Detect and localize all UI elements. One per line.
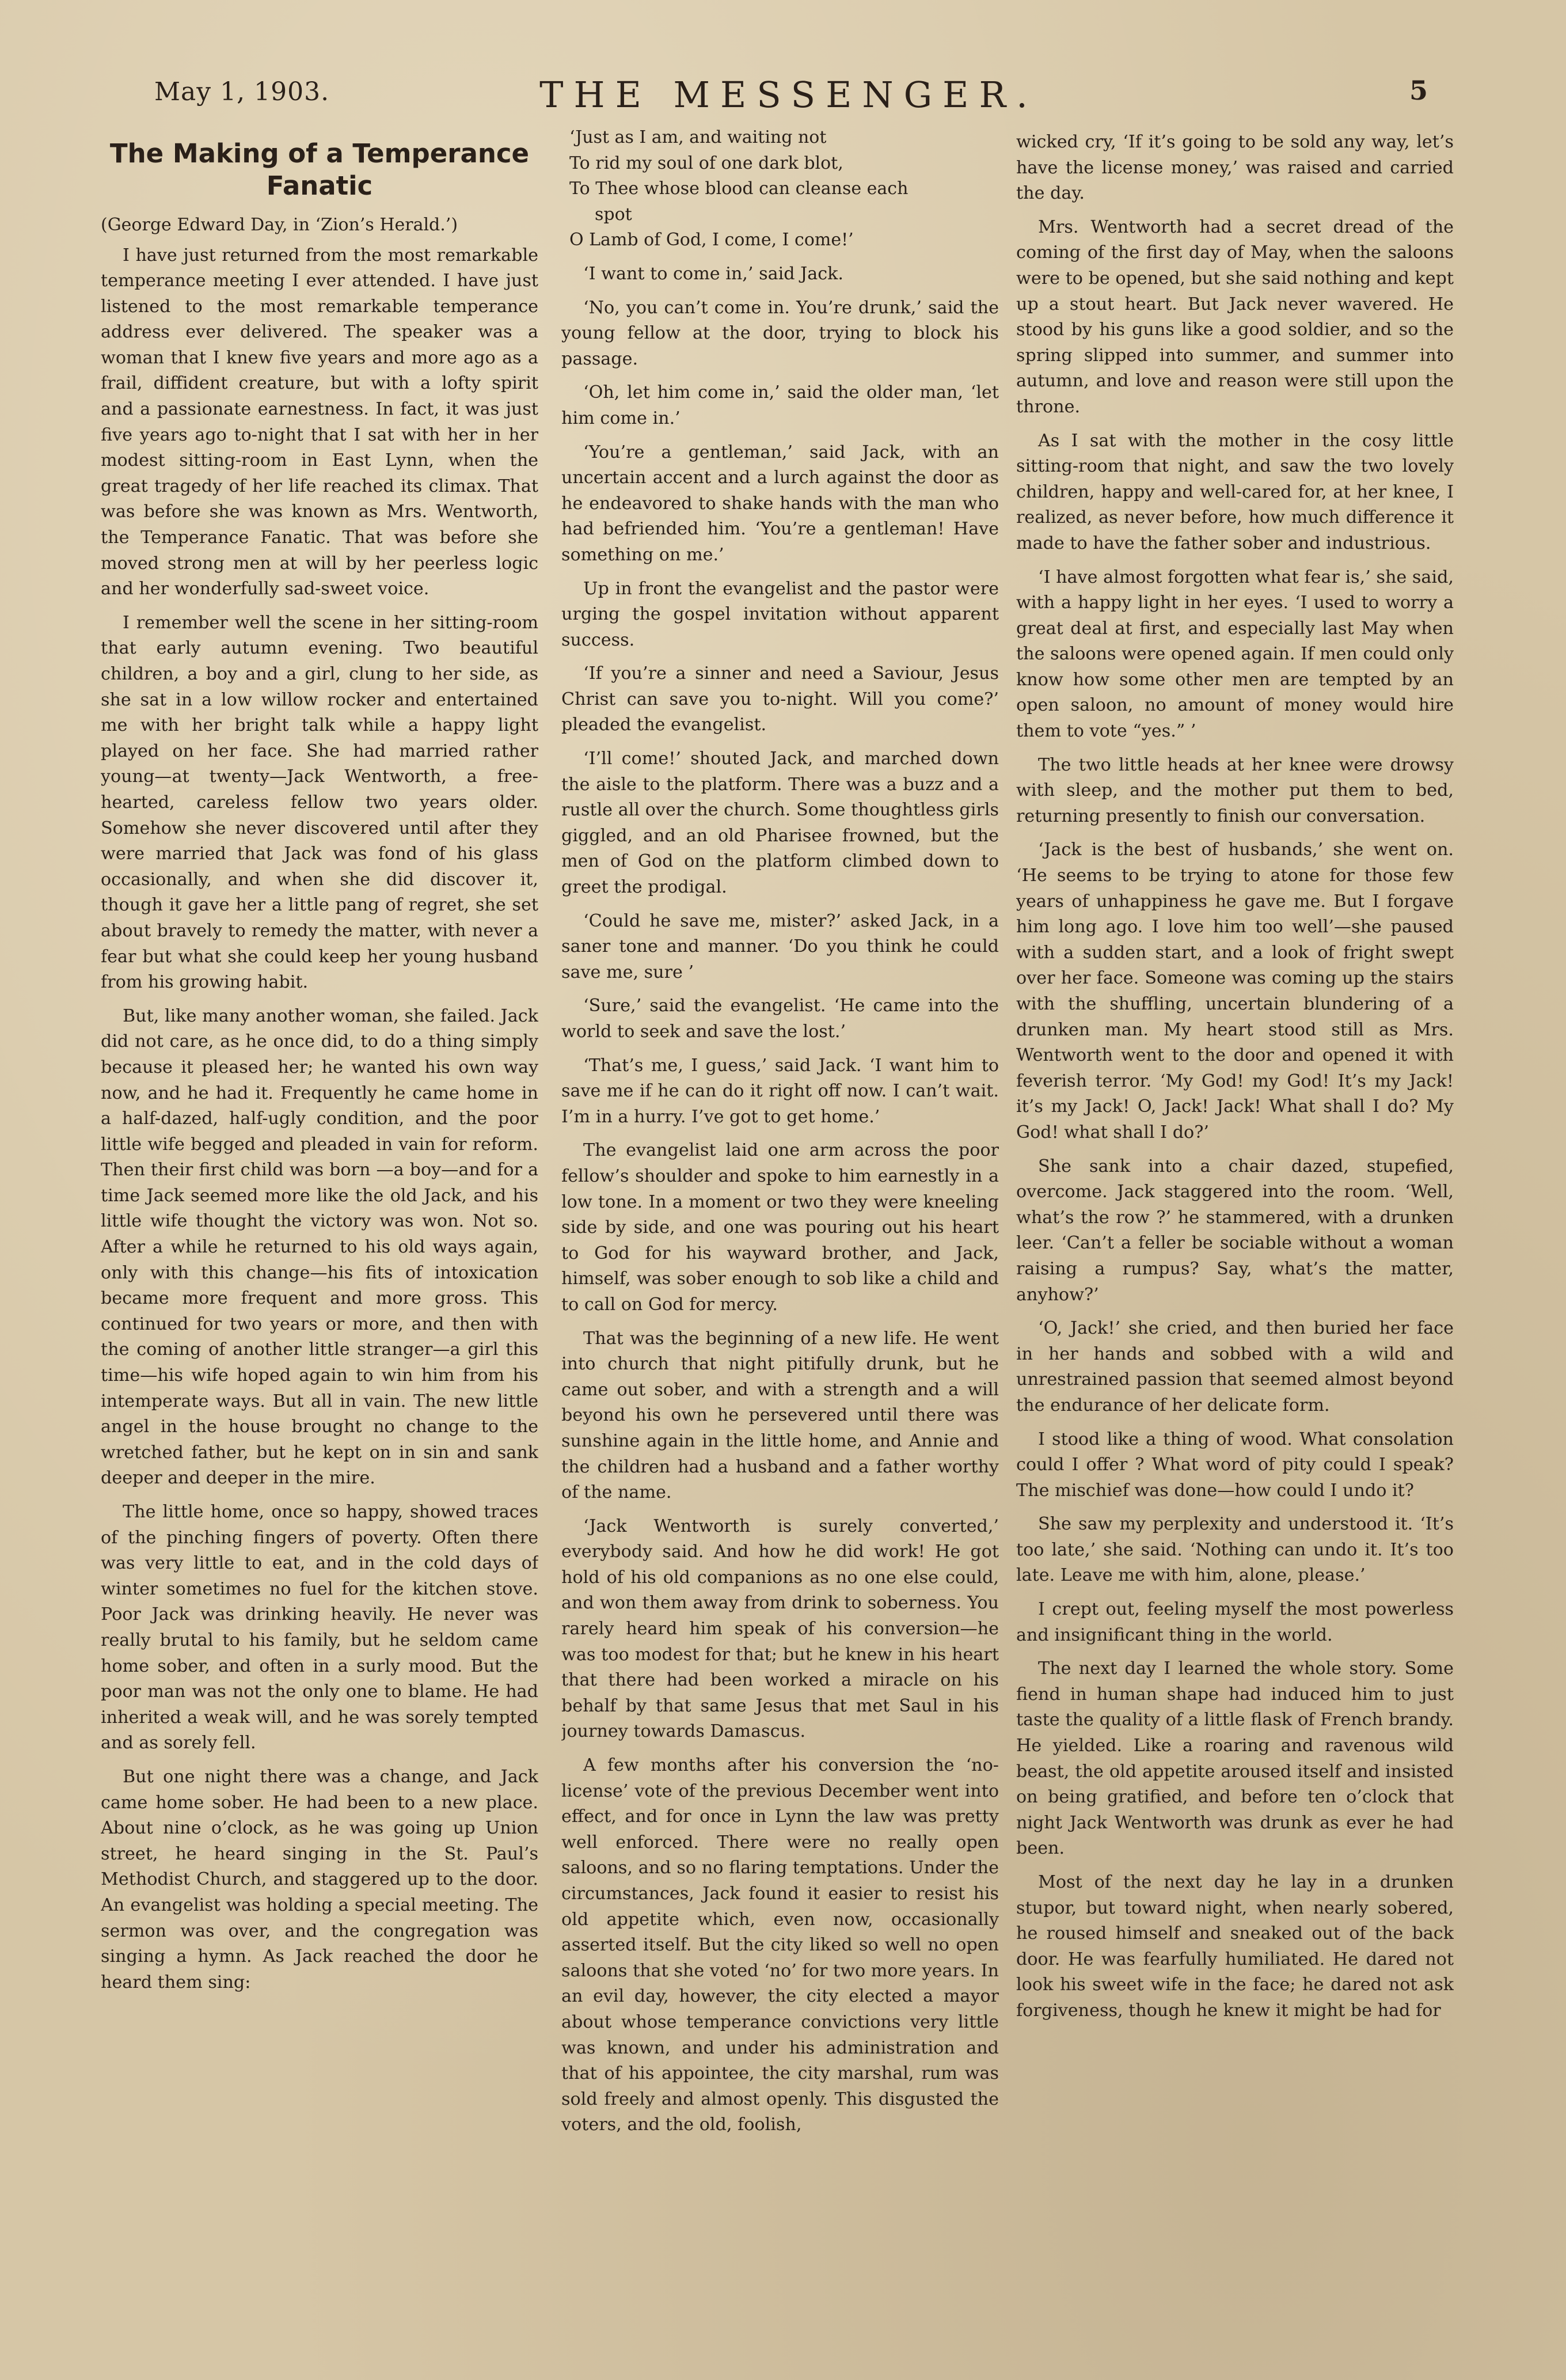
hymn-line: To Thee whose blood can cleanse each <box>569 179 909 199</box>
article-title: The Making of a Temperance Fanatic <box>109 138 530 201</box>
paragraph: She sank into a chair dazed, stupefied, overcome. Jack staggered into the room. ‘Well, what’s the row ?’ he stammered, with a drunken leer. ‘Can’t a feller be sociable without a woman raising a rumpus? Say, what’s the matter, anyhow?’ <box>1016 1156 1454 1305</box>
paragraph: The evangelist laid one arm across the poor fellow’s shoulder and spoke to him earnestly in a low tone. In a moment or two they were kneeling side by side, and one was pouring out his heart to God for his wayward brother, and Jack, himself, was sober enough to sob like a child and to call on God for mercy. <box>561 1140 999 1315</box>
paragraph: ‘I want to come in,’ said Jack. <box>583 263 844 284</box>
paragraph: ‘Jack is the best of husbands,’ she went on. ‘He seems to be trying to atone for those few years of unhappiness he gave me. But I forgave him long ago. I love him too well’—she paused with a sudden start, and a look of fright swept over her face. Someone was coming up the stairs with the shuffling, uncertain blundering of a drunken man. My heart stood still as Mrs. Wentworth went to the door and opened it with feverish terror. ‘My God! my God! It’s my Jack! it’s my Jack! O, Jack! Jack! What shall I do? My God! what shall I do?’ <box>1016 840 1454 1142</box>
paragraph: Up in front the evangelist and the pastor were urging the gospel invitation without apparent success. <box>561 578 999 650</box>
paragraph: ‘O, Jack!’ she cried, and then buried her face in her hands and sobbed with a wild and unrestrained passion that seemed almost beyond the endurance of her delicate form. <box>1016 1318 1454 1415</box>
paragraph: ‘Jack Wentworth is surely converted,’ everybody said. And how he did work! He got hold of his old companions as no one else could, and won them away from drink to soberness. You rarely heard him speak of his conversion—he was too modest for that; but he knew in his heart that there had been worked a miracle on his behalf by that same Jesus that met Saul in his journey towards Damascus. <box>561 1516 999 1742</box>
paragraph: That was the beginning of a new life. He went into church that night pitifully drunk, but he came out sober, and with a strength and a will beyond his own he persevered until there was sunshine again in the little home, and Annie and the children had a husband and a father worthy of the name. <box>561 1328 999 1503</box>
paragraph: The two little heads at her knee were drowsy with sleep, and the mother put them to bed, returning presently to finish our conversation. <box>1016 754 1454 826</box>
paragraph: I crept out, feeling myself the most powerless and insignificant thing in the world. <box>1016 1599 1454 1645</box>
paragraph: But one night there was a change, and Jack came home sober. He had been to a new place. About nine o’clock, as he was going up Union street, he heard singing in the St. Paul’s Methodist Church, and staggered up to the door. An evangelist was holding a special meeting. The sermon was over, and the congregation was singing a hymn. As Jack reached the door he heard them sing: <box>101 1766 538 1992</box>
paragraph: I stood like a thing of wood. What consolation could I offer ? What word of pity could I speak? The mischief was done—how could I undo it? <box>1016 1429 1454 1501</box>
paragraph: I have just returned from the most remarkable temperance meeting I ever attended. I have just listened to the most remarkable temperance address ever delivered. The speaker was a woman that I knew five years and more ago as a frail, diffident creature, but with a lofty spirit and a passionate earnestness. In fact, it was just five years ago to-night that I sat with her in her modest sitting-room in East Lynn, when the great tragedy of her life reached its climax. That was before she was known as Mrs. Wentworth, the Temperance Fanatic. That was before she moved strong men at will by her peerless logic and her wonderfully sad-sweet voice. <box>101 245 538 599</box>
paragraph: But, like many another woman, she failed. Jack did not care, as he once did, to do a thing simply because it pleased her; he wanted his own way now, and he had it. Frequently he came home in a half-dazed, half-ugly condition, and the poor little wife begged and pleaded in vain for reform. Then their first child was born —a boy—and for a time Jack seemed more like the old Jack, and his little wife thought the victory was won. Not so. After a while he returned to his old ways again, only with this change—his fits of intoxication became more frequent and more gross. This continued for two years or more, and then with the coming of another little stranger—a girl this time—his wife hoped again to win him from his intemperate ways. But all in vain. The new little angel in the house brought no change to the wretched father, but he kept on in sin and sank deeper and deeper in the mire. <box>101 1005 538 1489</box>
column-3 <box>1016 130 1454 2260</box>
paragraph: ‘If you’re a sinner and need a Saviour, Jesus Christ can save you to-night. Will you come?’ pleaded the evangelist. <box>561 663 999 735</box>
masthead <box>150 69 1428 121</box>
hymn-line: To rid my soul of one dark blot, <box>569 153 843 173</box>
paragraph: She saw my perplexity and understood it. ‘It’s too late,’ she said. ‘Nothing can undo it. It’s too late. Leave me with him, alone, please.’ <box>1016 1514 1454 1586</box>
column-1 <box>101 130 538 2260</box>
paragraph: As I sat with the mother in the cosy little sitting-room that night, and saw the two lovely children, happy and well-cared for, at her knee, I realized, as never before, how much difference it made to have the father sober and industrious. <box>1016 430 1454 553</box>
paragraph: I remember well the scene in her sitting-room that early autumn evening. Two beautiful children, a boy and a girl, clung to her side, as she sat in a low willow rocker and entertained me with her bright talk while a happy light played on her face. She had married rather young—at twenty—Jack Wentworth, a free-hearted, careless fellow two years older. Somehow she never discovered until after they were married that Jack was fond of his glass occasionally, and when she did discover it, though it gave her a little pang of regret, she set about bravely to remedy the matter, with never a fear but what she could keep her young husband from his growing habit. <box>101 612 538 993</box>
paragraph: ‘No, you can’t come in. You’re drunk,’ said the young fellow at the door, trying to block his passage. <box>561 297 999 369</box>
hymn-verse <box>561 130 999 253</box>
paragraph: ‘That’s me, I guess,’ said Jack. ‘I want him to save me if he can do it right off now. I can’t wait. I’m in a hurry. I’ve got to get home.’ <box>561 1055 999 1127</box>
paragraph: Mrs. Wentworth had a secret dread of the coming of the first day of May, when the saloons were to be opened, but she said nothing and kept up a stout heart. But Jack never wavered. He stood by his guns like a good soldier, and so the spring slipped into summer, and summer into autumn, and love and reason were still upon the throne. <box>1016 217 1454 417</box>
paragraph: ‘I’ll come!’ shouted Jack, and marched down the aisle to the platform. There was a buzz and a rustle all over the church. Some thoughtless girls giggled, and an old Pharisee frowned, but the men of God on the platform climbed down to greet the prodigal. <box>561 749 999 898</box>
paragraph: ‘You’re a gentleman,’ said Jack, with an uncertain accent and a lurch against the door as he endeavored to shake hands with the man who had befriended him. ‘You’re a gentleman! Have something on me.’ <box>561 442 999 565</box>
paragraph: ‘Oh, let him come in,’ said the older man, ‘let him come in.’ <box>561 382 999 428</box>
paragraph-continued: wicked cry, ‘If it’s going to be sold any way, let’s have the license money,’ was raised and carried the day. <box>1016 132 1454 204</box>
article-byline: (George Edward Day, in ‘Zion’s Herald.’) <box>101 215 458 235</box>
hymn-line: spot <box>595 204 632 225</box>
hymn-line: ‘Just as I am, and waiting not <box>569 130 827 147</box>
paragraph: The little home, once so happy, showed traces of the pinching fingers of poverty. Often there was very little to eat, and in the cold days of winter sometimes no fuel for the kitchen stove. Poor Jack was drinking heavily. He never was really brutal to his family, but he seldom came home sober, and often in a surly mood. But the poor man was not the only one to blame. He had inherited a weak will, and he was sorely tempted and as sorely fell. <box>101 1502 538 1753</box>
paragraph: ‘Could he save me, mister?’ asked Jack, in a saner tone and manner. ‘Do you think he could save me, sure ’ <box>561 910 999 982</box>
paragraph: The next day I learned the whole story. Some fiend in human shape had induced him to just taste the quality of a little flask of French brandy. He yielded. Like a roaring and ravenous wild beast, the old appetite aroused itself and insisted on being gratified, and before ten o’clock that night Jack Wentworth was drunk as ever he had been. <box>1016 1658 1454 1859</box>
issue-date: May 1, 1903. <box>154 77 330 107</box>
paragraph: Most of the next day he lay in a drunken stupor, but toward night, when nearly sobered, he roused himself and sneaked out of the back door. He was fearfully humiliated. He dared not look his sweet wife in the face; he dared not ask forgiveness, though he knew it might be had for <box>1016 1872 1454 2021</box>
newspaper-title: THE MESSENGER. <box>539 74 1038 116</box>
paragraph: ‘Sure,’ said the evangelist. ‘He came into the world to seek and save the lost.’ <box>561 996 999 1042</box>
column-2 <box>561 130 999 2260</box>
page-number: 5 <box>1409 75 1428 106</box>
hymn-line: O Lamb of God, I come, I come!’ <box>569 230 854 250</box>
paragraph: A few months after his conversion the ‘no-license’ vote of the previous December went into effect, and for once in Lynn the law was pretty well enforced. There were no really open saloons, and so no flaring temptations. Under the circumstances, Jack found it easier to resist his old appetite which, even now, occasionally asserted itself. But the city liked so well no open saloons that she voted ‘no’ for two more years. In an evil day, however, the city elected a mayor about whose temperance convictions very little was known, and under his administration and that of his appointee, the city marshal, rum was sold freely and almost openly. This disgusted the voters, and the old, foolish, <box>561 1755 999 2135</box>
paragraph: ‘I have almost forgotten what fear is,’ she said, with a happy light in her eyes. ‘I used to worry a great deal at first, and especially last May when the saloons were opened again. If men could only know how some other men are tempted by an open saloon, no amount of money would hire them to vote “yes.” ’ <box>1016 567 1454 742</box>
